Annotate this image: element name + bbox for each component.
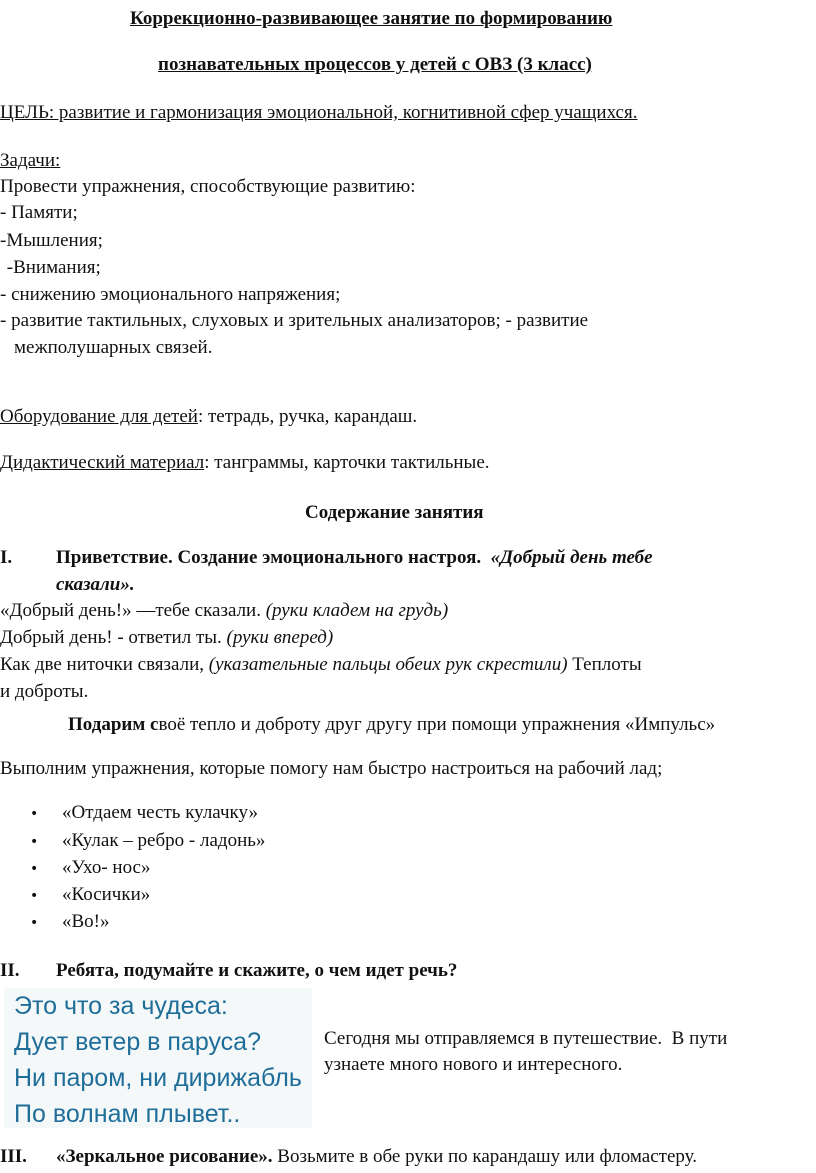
task-item: -Мышления; bbox=[0, 230, 103, 251]
goal-text: ЦЕЛЬ: развитие и гармонизация эмоциональной, когнитивной сфер учащихся. bbox=[0, 102, 638, 123]
tasks-heading: Задачи: bbox=[0, 150, 61, 171]
didactic-text: : танграммы, карточки тактильные. bbox=[204, 452, 490, 473]
section-1-subtitle-cont: сказали». bbox=[56, 574, 135, 595]
exercises-intro: Выполним упражнения, которые помогу нам быстро настроиться на рабочий лад; bbox=[0, 758, 663, 779]
section-1-heading bbox=[56, 547, 653, 569]
bullet-icon: • bbox=[30, 806, 39, 822]
poem-line-3 bbox=[0, 654, 642, 676]
equipment-text: : тетрадь, ручка, карандаш. bbox=[197, 406, 418, 427]
poem-line-2-text: Добрый день! - ответил ты. bbox=[0, 627, 222, 648]
equipment-line bbox=[0, 406, 417, 428]
bullet-icon: • bbox=[30, 915, 39, 931]
poem-line-3-italic: (указательные пальцы обеих рук скрестили) bbox=[208, 654, 568, 675]
gift-line bbox=[68, 714, 715, 736]
bullet-icon: • bbox=[30, 888, 39, 904]
section-2-title: Ребята, подумайте и скажите, о чем идет речь? bbox=[56, 960, 458, 981]
didactic-line bbox=[0, 452, 490, 474]
exercise-item: «Во!» bbox=[62, 911, 110, 932]
poem-line-2 bbox=[0, 627, 333, 649]
didactic-label: Дидактический материал bbox=[0, 452, 205, 473]
task-item: межполушарных связей. bbox=[14, 337, 213, 358]
riddle-line: Это что за чудеса: bbox=[14, 992, 228, 1020]
poem-line-1 bbox=[0, 600, 448, 622]
journey-line-2: узнаете много нового и интересного. bbox=[324, 1054, 623, 1075]
riddle-line: Дует ветер в паруса? bbox=[14, 1028, 261, 1056]
task-item: - развитие тактильных, слуховых и зрительных анализаторов; - развитие bbox=[0, 310, 589, 331]
exercise-item: «Косички» bbox=[62, 884, 151, 905]
section-1-subtitle: «Добрый день тебе bbox=[490, 547, 653, 568]
equipment-label: Оборудование для детей bbox=[0, 406, 198, 427]
poem-line-4: и доброты. bbox=[0, 681, 89, 702]
section-1-number: I. bbox=[0, 547, 13, 568]
section-3-text: Возьмите в обе руки по карандашу или фломастеру. bbox=[277, 1146, 698, 1167]
exercise-item: «Отдаем честь кулачку» bbox=[62, 802, 258, 823]
task-item: - снижению эмоционального напряжения; bbox=[0, 284, 341, 305]
poem-line-3-text: Как две ниточки связали, bbox=[0, 654, 205, 675]
bullet-icon: • bbox=[30, 834, 39, 850]
section-3-number: III. bbox=[0, 1146, 27, 1167]
section-2-number: II. bbox=[0, 960, 20, 981]
title-line-2: познавательных процессов у детей с ОВЗ (3 класс) bbox=[158, 54, 592, 75]
task-item: - Памяти; bbox=[0, 202, 78, 223]
journey-line-1: Сегодня мы отправляемся в путешествие. В пути bbox=[324, 1028, 728, 1049]
poem-line-1-italic: (руки кладем на грудь) bbox=[265, 600, 449, 621]
title-line-1: Коррекционно-развивающее занятие по формированию bbox=[130, 8, 613, 29]
riddle-line: Ни паром, ни дирижабль bbox=[14, 1064, 302, 1092]
poem-line-2-italic: (руки вперед) bbox=[226, 627, 334, 648]
riddle-line: По волнам плывет.. bbox=[14, 1100, 241, 1128]
content-heading: Содержание занятия bbox=[305, 502, 484, 523]
gift-text: воё тепло и доброту друг другу при помощи упражнения «Импульс» bbox=[158, 714, 716, 735]
bullet-icon: • bbox=[30, 861, 39, 877]
poem-line-3-tail: Теплоты bbox=[572, 654, 642, 675]
poem-line-1-text: «Добрый день!» —тебе сказали. bbox=[0, 600, 261, 621]
task-item: -Внимания; bbox=[2, 257, 101, 278]
exercise-item: «Кулак – ребро - ладонь» bbox=[62, 830, 266, 851]
exercise-item: «Ухо- нос» bbox=[62, 857, 151, 878]
tasks-intro: Провести упражнения, способствующие развитию: bbox=[0, 176, 416, 197]
gift-bold: Подарим с bbox=[68, 714, 159, 735]
section-3-line bbox=[56, 1146, 697, 1168]
section-1-title: Приветствие. Создание эмоционального настроя. bbox=[56, 547, 482, 568]
section-3-title: «Зеркальное рисование». bbox=[56, 1146, 273, 1167]
